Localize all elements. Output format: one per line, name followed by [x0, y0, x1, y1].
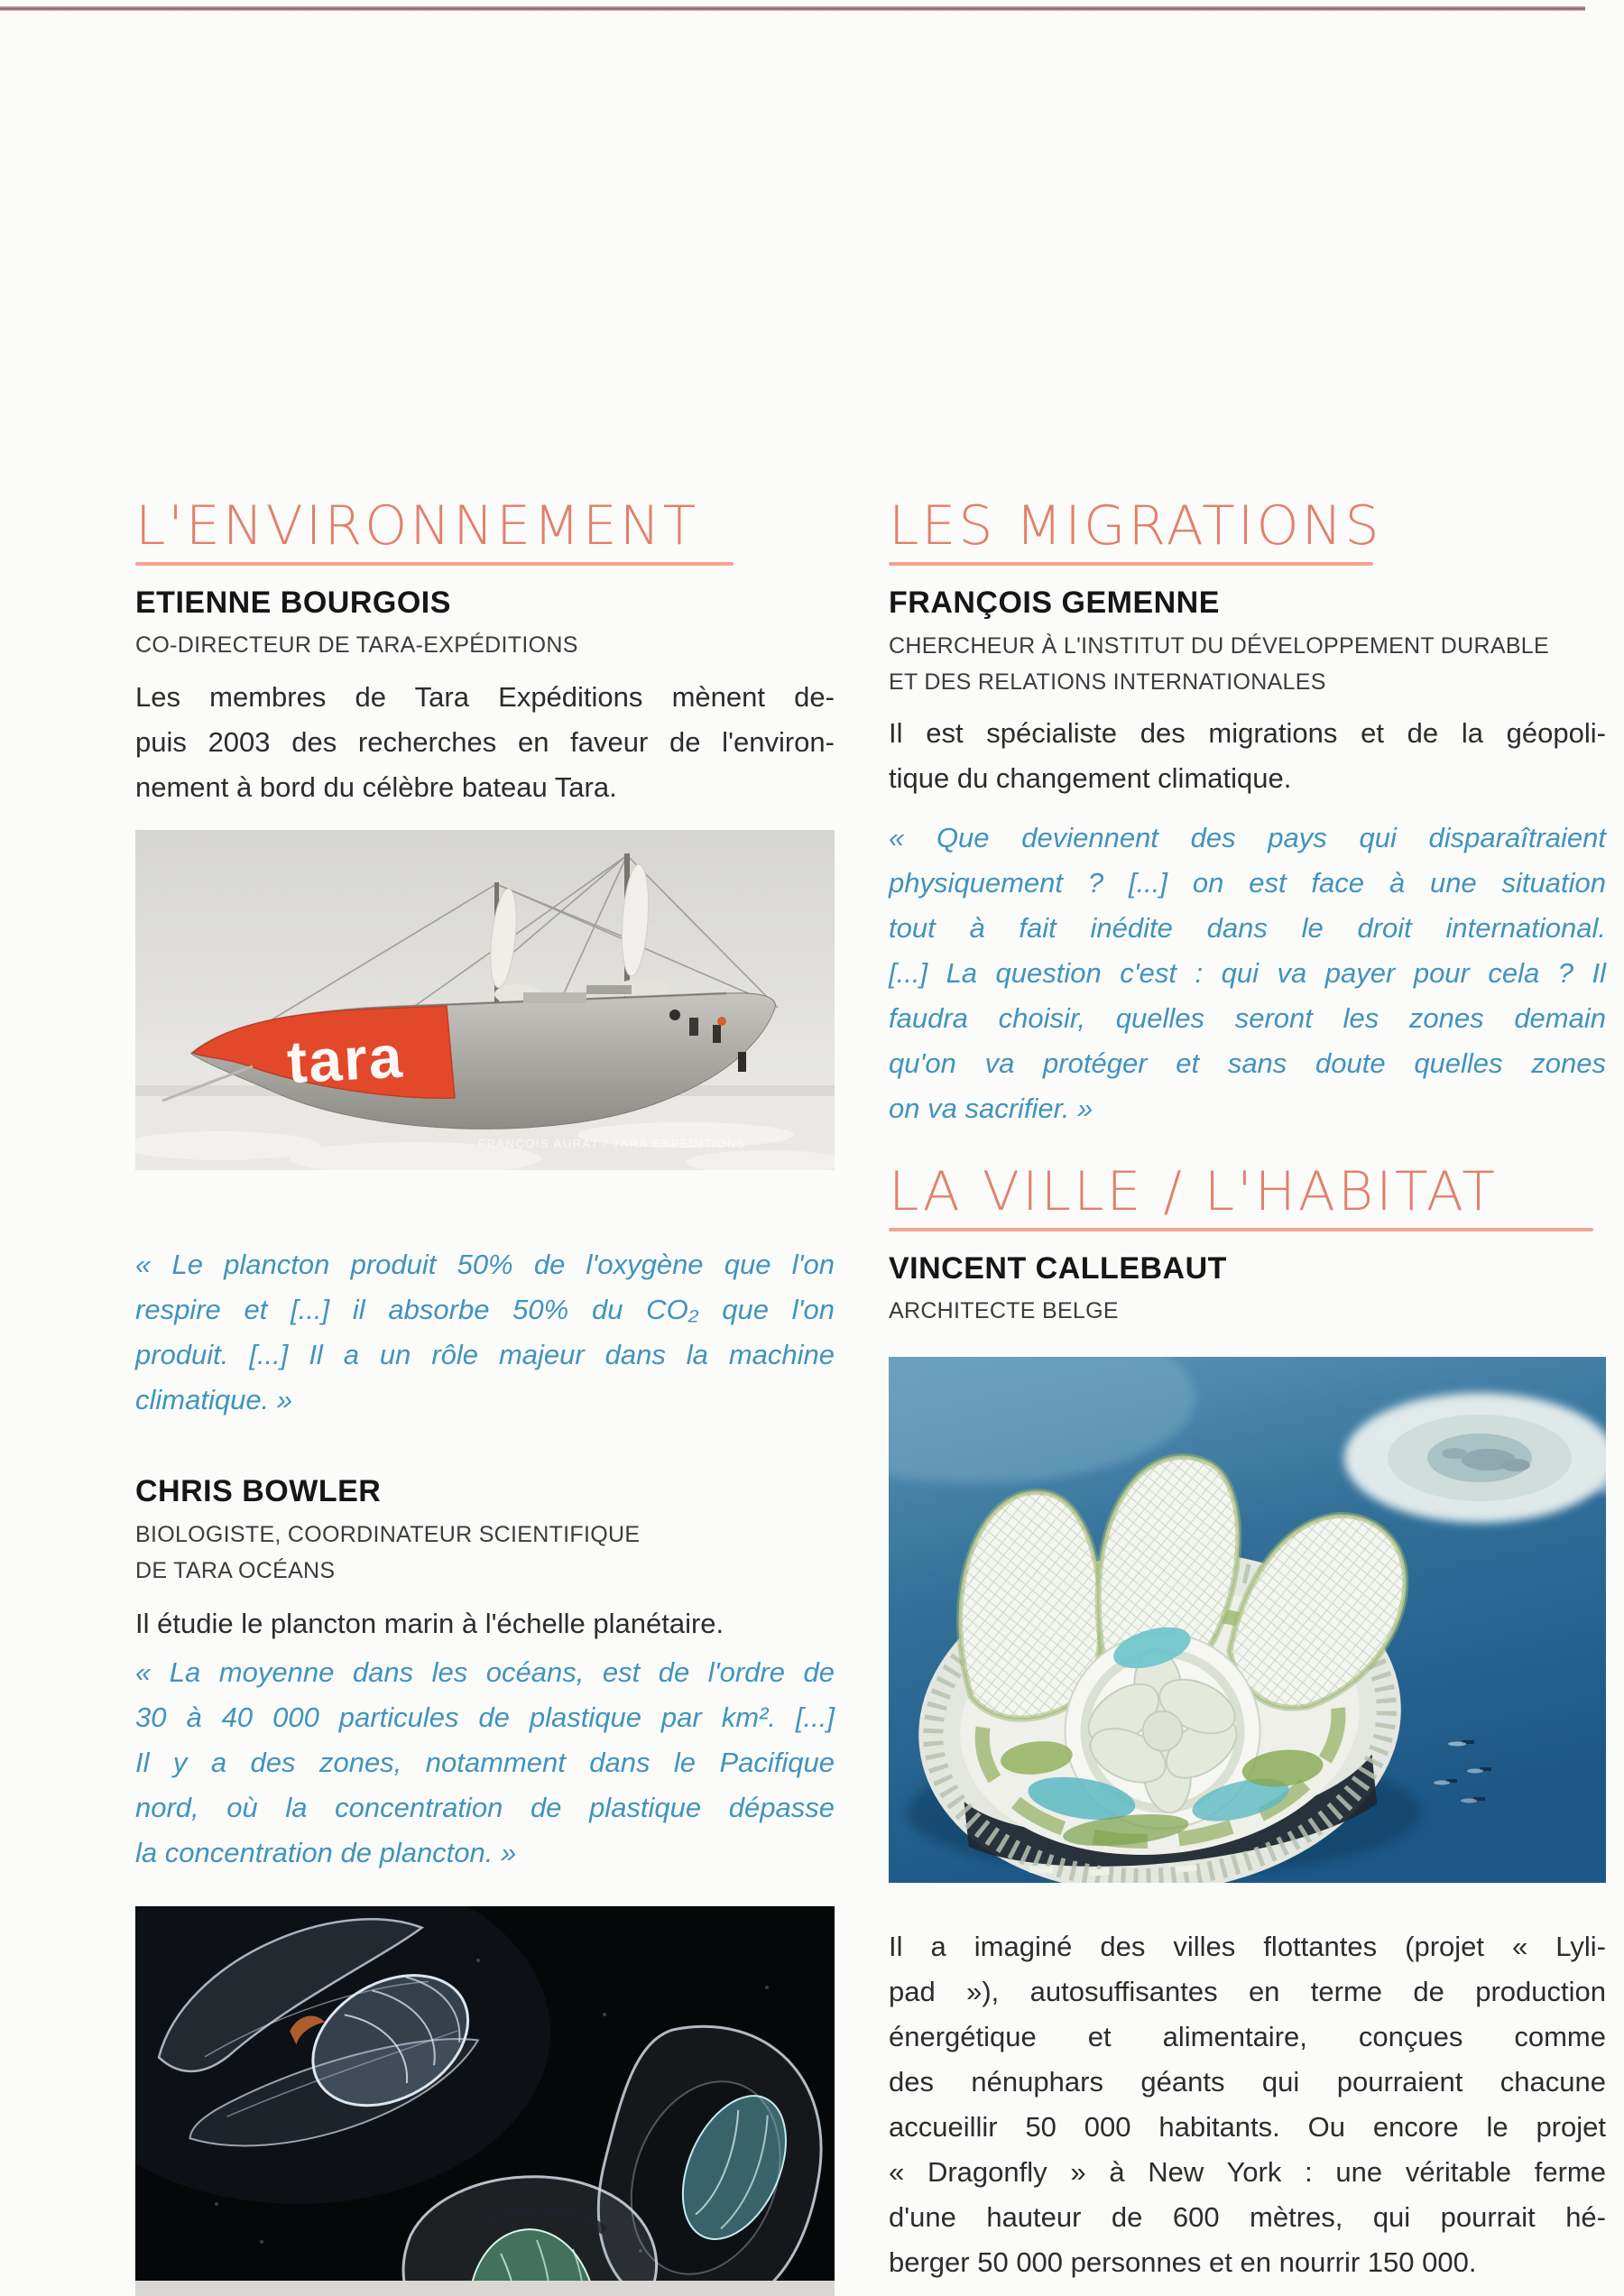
- role-line: ET DES RELATIONS INTERNATIONALES: [889, 669, 1326, 695]
- quote-line: « Le plancton produit 50% de l'oxygène que l'on: [135, 1249, 835, 1280]
- column-right: [889, 494, 1606, 2285]
- quote-line: la concentration de plancton. »: [135, 1837, 517, 1868]
- paragraph-line: Il a imaginé des villes flottantes (projet « Lyli-: [889, 1931, 1606, 1962]
- quote-bowler: [135, 1650, 835, 1876]
- quote-line: 30 à 40 000 particules de plastique par km². [...]: [135, 1701, 835, 1733]
- quote-line: climatique. »: [135, 1384, 293, 1415]
- paragraph-line: des nénuphars géants qui pourraient chacune: [889, 2066, 1606, 2098]
- quote-line: respire et [...] il absorbe 50% du CO₂ que l'on: [135, 1294, 835, 1325]
- paragraph-line: énergétique et alimentaire, conçues comme: [889, 2021, 1606, 2052]
- role-line: CHERCHEUR À L'INSTITUT DU DÉVELOPPEMENT DURABLE: [889, 633, 1549, 659]
- quote-line: faudra choisir, quelles seront les zones demain: [889, 1002, 1606, 1034]
- section-title-migrations: LES MIGRATIONS: [889, 494, 1382, 558]
- paragraph-line: Il étudie le plancton marin à l'échelle planétaire.: [135, 1608, 724, 1639]
- tara-boat-illustration: [135, 830, 835, 1170]
- title-underline: [889, 1228, 1593, 1231]
- quote-line: [...] La question c'est : qui va payer pour cela ? Il: [889, 957, 1606, 989]
- bio-paragraph: [889, 711, 1606, 801]
- tara-boat-photo: [135, 830, 835, 1170]
- quote-line: tout à fait inédite dans le droit international.: [889, 912, 1606, 944]
- tara-logo: tara: [285, 1022, 406, 1096]
- person-role: [135, 1517, 835, 1589]
- section-title-ville-habitat: LA VILLE / L'HABITAT: [889, 1160, 1498, 1223]
- person-name-vincent-callebaut: VINCENT CALLEBAUT: [889, 1251, 1227, 1286]
- coral-atoll: [1344, 1393, 1606, 1523]
- paragraph-line: Les membres de Tara Expéditions mènent de-: [135, 681, 835, 713]
- quote-line: on va sacrifier. »: [889, 1093, 1093, 1124]
- paragraph-line: puis 2003 des recherches en faveur de l'environ-: [135, 726, 835, 758]
- crew-figure: [669, 1010, 680, 1020]
- ville-paragraph: [889, 1924, 1606, 2285]
- quote-line: « La moyenne dans les océans, est de l'ordre de: [135, 1656, 835, 1688]
- paragraph-line: accueillir 50 000 habitants. Ou encore le projet: [889, 2111, 1606, 2143]
- top-rule: [0, 6, 1585, 11]
- paragraph-line: d'une hauteur de 600 mètres, qui pourrait hé-: [889, 2201, 1606, 2233]
- person-role: [889, 628, 1606, 700]
- quote-line: nord, où la concentration de plastique dépasse: [135, 1792, 835, 1823]
- paragraph-line: tique du changement climatique.: [889, 762, 1292, 794]
- quote-line: physiquement ? [...] on est face à une situation: [889, 867, 1606, 899]
- quote-line: Il y a des zones, notamment dans le Pacifique: [135, 1747, 835, 1778]
- quote-line: produit. [...] Il a un rôle majeur dans la machine: [135, 1339, 835, 1370]
- column-left: [135, 494, 835, 2296]
- role-line: DE TARA OCÉANS: [135, 1558, 336, 1583]
- person-role: CO-DIRECTEUR DE TARA-EXPÉDITIONS: [135, 632, 578, 658]
- lilypad-city-photo: [889, 1357, 1606, 1883]
- paragraph-line: nement à bord du célèbre bateau Tara.: [135, 771, 617, 803]
- quote-gemenne: [889, 816, 1606, 1131]
- person-role: ARCHITECTE BELGE: [889, 1298, 1119, 1323]
- paragraph-line: pad »), autosuffisantes en terme de production: [889, 1976, 1606, 2007]
- lilypad-illustration: [889, 1357, 1606, 1883]
- person-name-francois-gemenne: FRANÇOIS GEMENNE: [889, 586, 1220, 620]
- quote-bourgois: [135, 1242, 835, 1423]
- quote-line: qu'on va protéger et sans doute quelles zones: [889, 1047, 1606, 1079]
- title-underline: [889, 562, 1373, 566]
- section-title-environnement: L'ENVIRONNEMENT: [135, 494, 699, 558]
- paragraph-line: berger 50 000 personnes et en nourrir 150 000.: [889, 2246, 1477, 2278]
- plankton-illustration: [135, 1906, 835, 2281]
- paragraph-line: Il est spécialiste des migrations et de la géopoli-: [889, 717, 1606, 749]
- title-underline: [135, 562, 734, 566]
- plankton-photo: [135, 1906, 835, 2296]
- person-name-etienne-bourgois: ETIENNE BOURGOIS: [135, 586, 451, 620]
- person-name-chris-bowler: CHRIS BOWLER: [135, 1474, 382, 1508]
- quote-line: « Que deviennent des pays qui disparaîtraient: [889, 822, 1606, 853]
- bio-paragraph: [135, 675, 835, 810]
- role-line: BIOLOGISTE, COORDINATEUR SCIENTIFIQUE: [135, 1522, 641, 1547]
- crew-figure: [738, 1052, 746, 1072]
- photo-credit: FRANÇOIS AURAT / TARA EXPÉDITIONS: [478, 1137, 747, 1150]
- paragraph-line: « Dragonfly » à New York : une véritable ferme: [889, 2156, 1606, 2188]
- bio-paragraph: [135, 1601, 835, 1646]
